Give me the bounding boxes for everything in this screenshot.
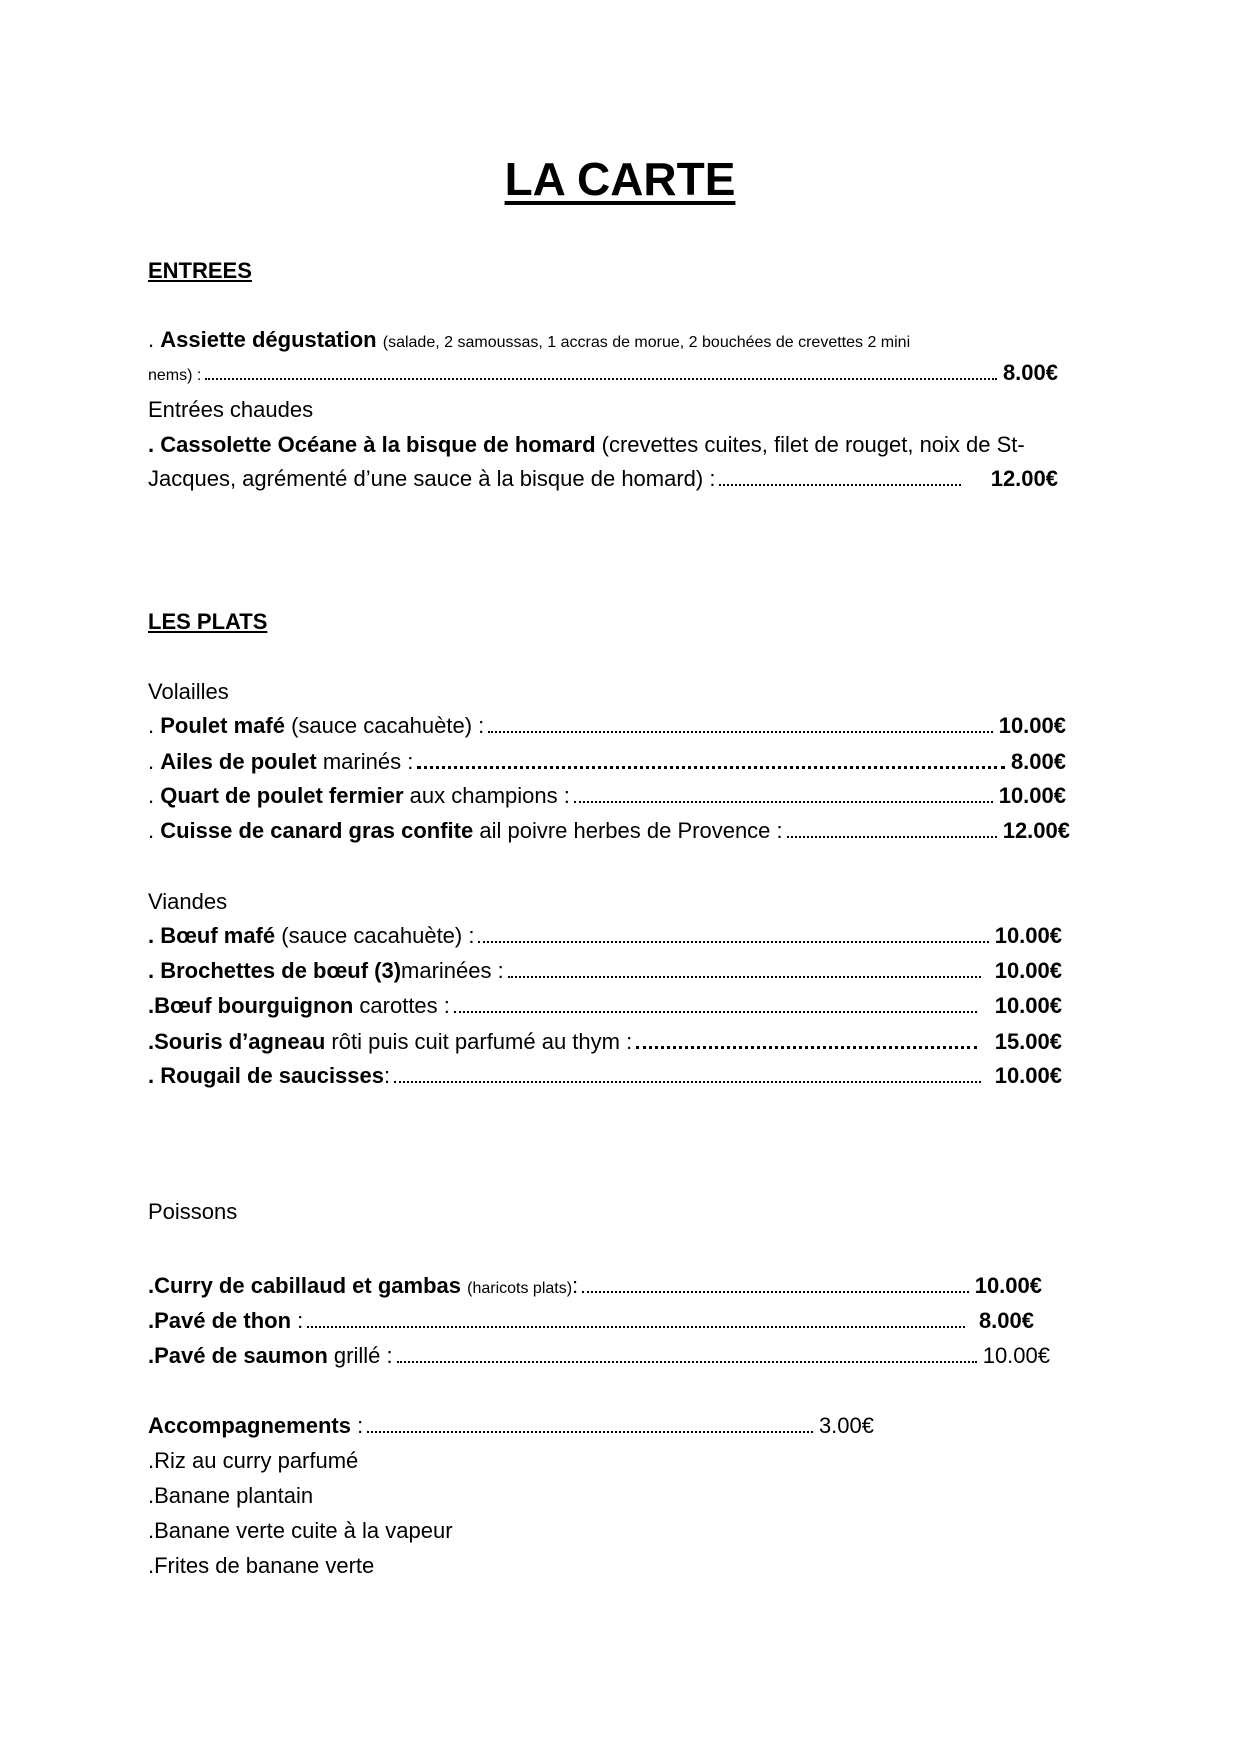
menu-item-pave-de-thon: [148, 1308, 1034, 1338]
item-name: Rougail de saucisses: [160, 1063, 384, 1088]
menu-item-brochettes-de-boeuf: [148, 958, 1062, 988]
item-prefix: .: [148, 958, 161, 983]
accompagnement-item: .Riz au curry parfumé: [148, 1448, 359, 1473]
item-desc: (salade, 2 samoussas, 1 accras de morue, 2 bouchées de crevettes 2 mini: [382, 334, 911, 351]
dot-leader: [636, 1028, 977, 1049]
item-name: Assiette dégustation: [160, 327, 377, 352]
menu-item-curry-de-cabillaud: [148, 1273, 1042, 1303]
dot-leader: [205, 360, 997, 380]
item-desc: :: [297, 1308, 304, 1333]
item-price: 10.00€: [994, 1063, 1062, 1088]
dot-leader: [574, 783, 993, 803]
item-name: Souris d’agneau: [154, 1029, 326, 1054]
menu-item-rougail-de-saucisses: [148, 1063, 1062, 1093]
menu-item-accompagnements: [148, 1413, 874, 1443]
item-desc-colon: :: [572, 1273, 579, 1298]
item-price: 8.00€: [1010, 749, 1066, 774]
item-price: 12.00€: [1002, 818, 1070, 843]
dot-leader: [307, 1308, 965, 1328]
dot-leader: [397, 1343, 977, 1363]
item-prefix: .: [148, 783, 161, 808]
item-prefix: .: [148, 432, 155, 457]
item-desc: :: [357, 1413, 364, 1438]
item-name: Ailes de poulet: [160, 749, 317, 774]
item-prefix: .: [148, 749, 161, 774]
item-price: 3.00€: [818, 1413, 874, 1438]
menu-item-cassolette-line2: [148, 466, 1058, 496]
item-prefix: .: [148, 923, 161, 948]
menu-item-boeuf-mafe: [148, 923, 1062, 953]
item-prefix: .: [148, 1063, 161, 1088]
item-name: Pavé de thon: [154, 1308, 292, 1333]
subsection-label-viandes: Viandes: [148, 889, 228, 914]
item-desc: (sauce cacahuète) :: [291, 713, 485, 738]
menu-item-pave-de-saumon: [148, 1343, 1050, 1373]
dot-leader: [454, 993, 977, 1013]
subsection-label-poissons: Poissons: [148, 1199, 238, 1224]
item-prefix: .: [148, 818, 161, 843]
item-desc: Jacques, agrémenté d’une sauce à la bisque de homard) :: [148, 466, 716, 491]
item-desc: aux champions :: [409, 783, 570, 808]
item-name: Quart de poulet fermier: [160, 783, 404, 808]
dot-leader: [508, 958, 981, 978]
dot-leader: [488, 713, 992, 733]
item-prefix: .: [148, 993, 155, 1018]
item-price: 10.00€: [982, 1343, 1050, 1368]
menu-item-assiette-line1: [148, 327, 910, 356]
item-prefix: .: [148, 1343, 155, 1368]
menu-item-boeuf-bourguignon: [148, 993, 1062, 1023]
item-desc: nems) :: [148, 367, 202, 384]
item-name: Bœuf bourguignon: [154, 993, 354, 1018]
item-price: 10.00€: [998, 783, 1066, 808]
page-title: LA CARTE: [504, 153, 736, 205]
dot-leader: [394, 1063, 981, 1083]
item-name: Cassolette Océane à la bisque de homard: [160, 432, 596, 457]
accompagnement-item: .Banane verte cuite à la vapeur: [148, 1518, 453, 1543]
item-price: 8.00€: [978, 1308, 1034, 1333]
item-desc: marinés :: [322, 749, 414, 774]
subsection-label-volailles: Volailles: [148, 679, 229, 704]
dot-leader: [367, 1413, 813, 1433]
item-name: Accompagnements: [148, 1413, 351, 1438]
item-name: Pavé de saumon: [154, 1343, 328, 1368]
item-price: 10.00€: [994, 923, 1062, 948]
item-desc: :: [384, 1063, 391, 1088]
item-desc: grillé :: [333, 1343, 393, 1368]
dot-leader: [787, 818, 997, 838]
item-desc: ail poivre herbes de Provence :: [479, 818, 783, 843]
item-prefix: .: [148, 713, 161, 738]
section-heading-plats: LES PLATS: [148, 609, 268, 634]
item-name: Bœuf mafé: [160, 923, 276, 948]
dot-leader: [719, 466, 960, 486]
menu-item-poulet-mafe: [148, 713, 1066, 743]
item-desc: (crevettes cuites, filet de rouget, noix de St-: [601, 432, 1025, 457]
dot-leader: [417, 748, 1005, 769]
item-desc: marinées :: [401, 958, 504, 983]
item-price: 8.00€: [1002, 360, 1058, 385]
item-name: Brochettes de bœuf (3): [160, 958, 402, 983]
item-name: Curry de cabillaud et gambas: [154, 1273, 461, 1298]
subsection-label-entrees-chaudes: Entrées chaudes: [148, 397, 314, 422]
item-desc: (haricots plats): [467, 1280, 573, 1297]
item-price: 10.00€: [998, 713, 1066, 738]
menu-item-ailes-de-poulet: [148, 748, 1066, 778]
item-price: 10.00€: [994, 958, 1062, 983]
item-name: Cuisse de canard gras confite: [160, 818, 474, 843]
item-prefix: .: [148, 1308, 155, 1333]
item-prefix: .: [148, 1029, 155, 1054]
dot-leader: [478, 923, 988, 943]
menu-item-cassolette-line1: [148, 432, 1025, 458]
menu-item-cuisse-de-canard: [148, 818, 1070, 848]
item-name: Poulet mafé: [160, 713, 285, 738]
item-prefix: .: [148, 1273, 155, 1298]
item-price: 15.00€: [994, 1029, 1062, 1054]
section-heading-entrees: ENTREES: [148, 258, 252, 283]
item-prefix: .: [148, 327, 155, 352]
menu-item-assiette-line2: [148, 360, 1058, 390]
item-desc: (sauce cacahuète) :: [281, 923, 475, 948]
item-desc: carottes :: [359, 993, 450, 1018]
item-desc: rôti puis cuit parfumé au thym :: [331, 1029, 633, 1054]
item-price: 10.00€: [974, 1273, 1042, 1298]
item-price: 10.00€: [994, 993, 1062, 1018]
dot-leader: [582, 1273, 969, 1293]
accompagnement-item: .Frites de banane verte: [148, 1553, 375, 1578]
menu-item-souris-agneau: [148, 1028, 1062, 1058]
item-price: 12.00€: [990, 466, 1058, 491]
accompagnement-item: .Banane plantain: [148, 1483, 314, 1508]
menu-item-quart-de-poulet: [148, 783, 1066, 813]
